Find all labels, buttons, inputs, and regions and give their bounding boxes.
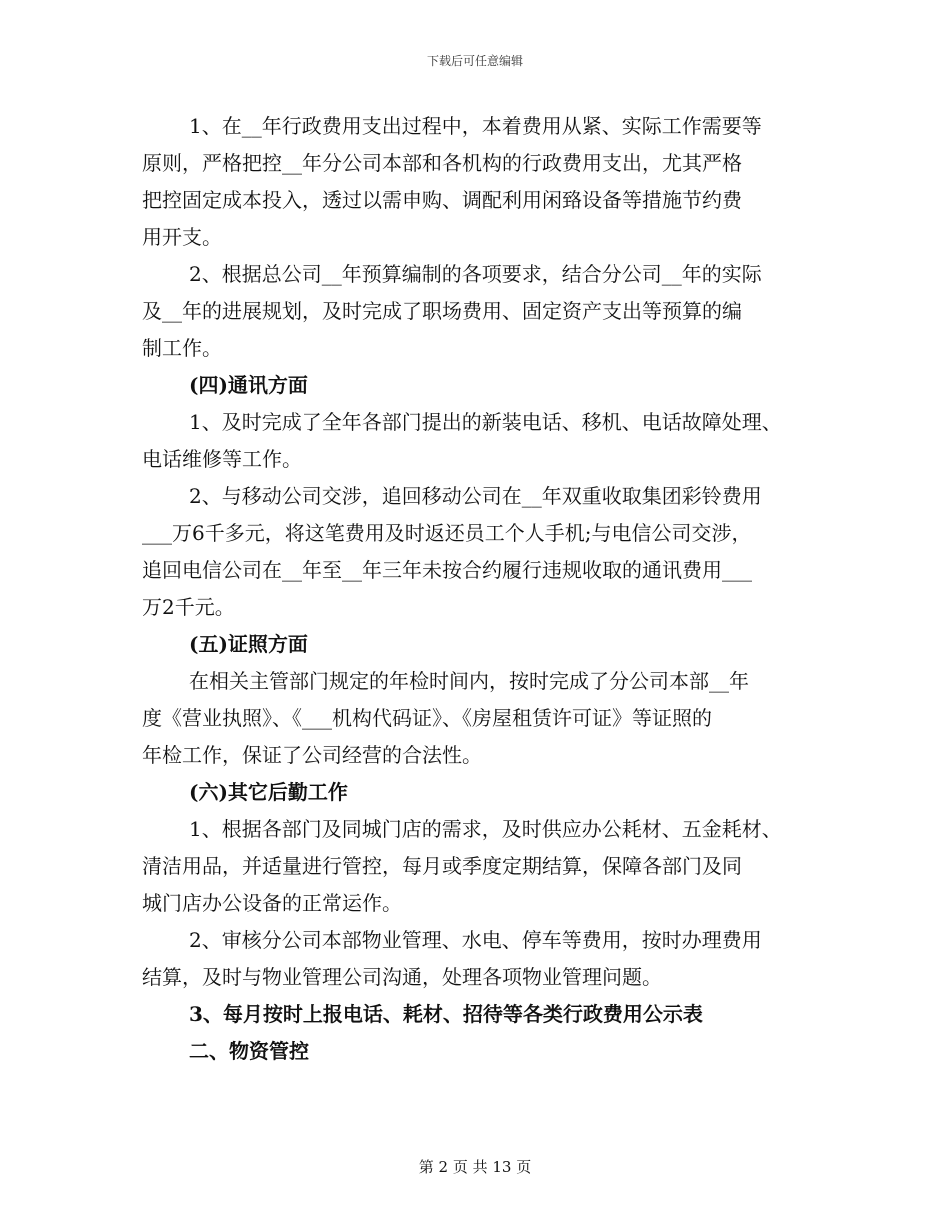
paragraph-line: 1、根据各部门及同城门店的需求，及时供应办公耗材、五金耗材、 <box>189 817 782 841</box>
section-heading: (四)通讯方面 <box>189 373 308 397</box>
paragraph-line: 及__年的进展规划，及时完成了职场费用、固定资产支出等预算的编 <box>142 299 742 323</box>
paragraph-line: 把控固定成本投入，透过以需申购、调配利用闲臵设备等措施节约费 <box>142 188 742 212</box>
paragraph-line: 结算，及时与物业管理公司沟通，处理各项物业管理问题。 <box>142 965 662 989</box>
document-body <box>142 108 822 1070</box>
paragraph-line: 2、根据总公司__年预算编制的各项要求，结合分公司__年的实际 <box>189 262 762 286</box>
paragraph-line: 用开支。 <box>142 225 222 249</box>
section-heading: (五)证照方面 <box>189 632 308 656</box>
paragraph-line: 2、与移动公司交涉，追回移动公司在__年双重收取集团彩铃费用 <box>189 484 762 508</box>
paragraph-line: 制工作。 <box>142 336 222 360</box>
page-footer: 第 2 页 共 13 页 <box>418 1158 532 1176</box>
section-heading: (六)其它后勤工作 <box>189 780 348 804</box>
paragraph-line: 1、及时完成了全年各部门提出的新装电话、移机、电话故障处理、 <box>189 410 782 434</box>
section-heading: 3、每月按时上报电话、耗材、招待等各类行政费用公示表 <box>189 1002 703 1026</box>
paragraph-line: 原则，严格把控__年分公司本部和各机构的行政费用支出，尤其严格 <box>142 151 742 175</box>
paragraph-line: 年检工作，保证了公司经营的合法性。 <box>142 743 482 767</box>
paragraph-line: 2、审核分公司本部物业管理、水电、停车等费用，按时办理费用 <box>189 928 762 952</box>
paragraph-line: 在相关主管部门规定的年检时间内，按时完成了分公司本部__年 <box>189 669 749 693</box>
section-heading: 二、物资管控 <box>189 1039 309 1063</box>
paragraph-line: 城门店办公设备的正常运作。 <box>142 891 402 915</box>
paragraph-line: 1、在__年行政费用支出过程中，本着费用从紧、实际工作需要等 <box>189 114 762 138</box>
paragraph-line: 度《营业执照》、《___机构代码证》、《房屋租赁许可证》等证照的 <box>142 706 712 730</box>
paragraph-line: 电话维修等工作。 <box>142 447 302 471</box>
paragraph-line: 追回电信公司在__年至__年三年未按合约履行违规收取的通讯费用___ <box>142 558 752 582</box>
paragraph-line: ___万6千多元，将这笔费用及时返还员工个人手机;与电信公司交涉， <box>142 521 752 545</box>
paragraph-line: 清洁用品，并适量进行管控，每月或季度定期结算，保障各部门及同 <box>142 854 742 878</box>
paragraph-line: 万2千元。 <box>142 595 235 619</box>
page-header-note: 下载后可任意编辑 <box>426 54 523 68</box>
